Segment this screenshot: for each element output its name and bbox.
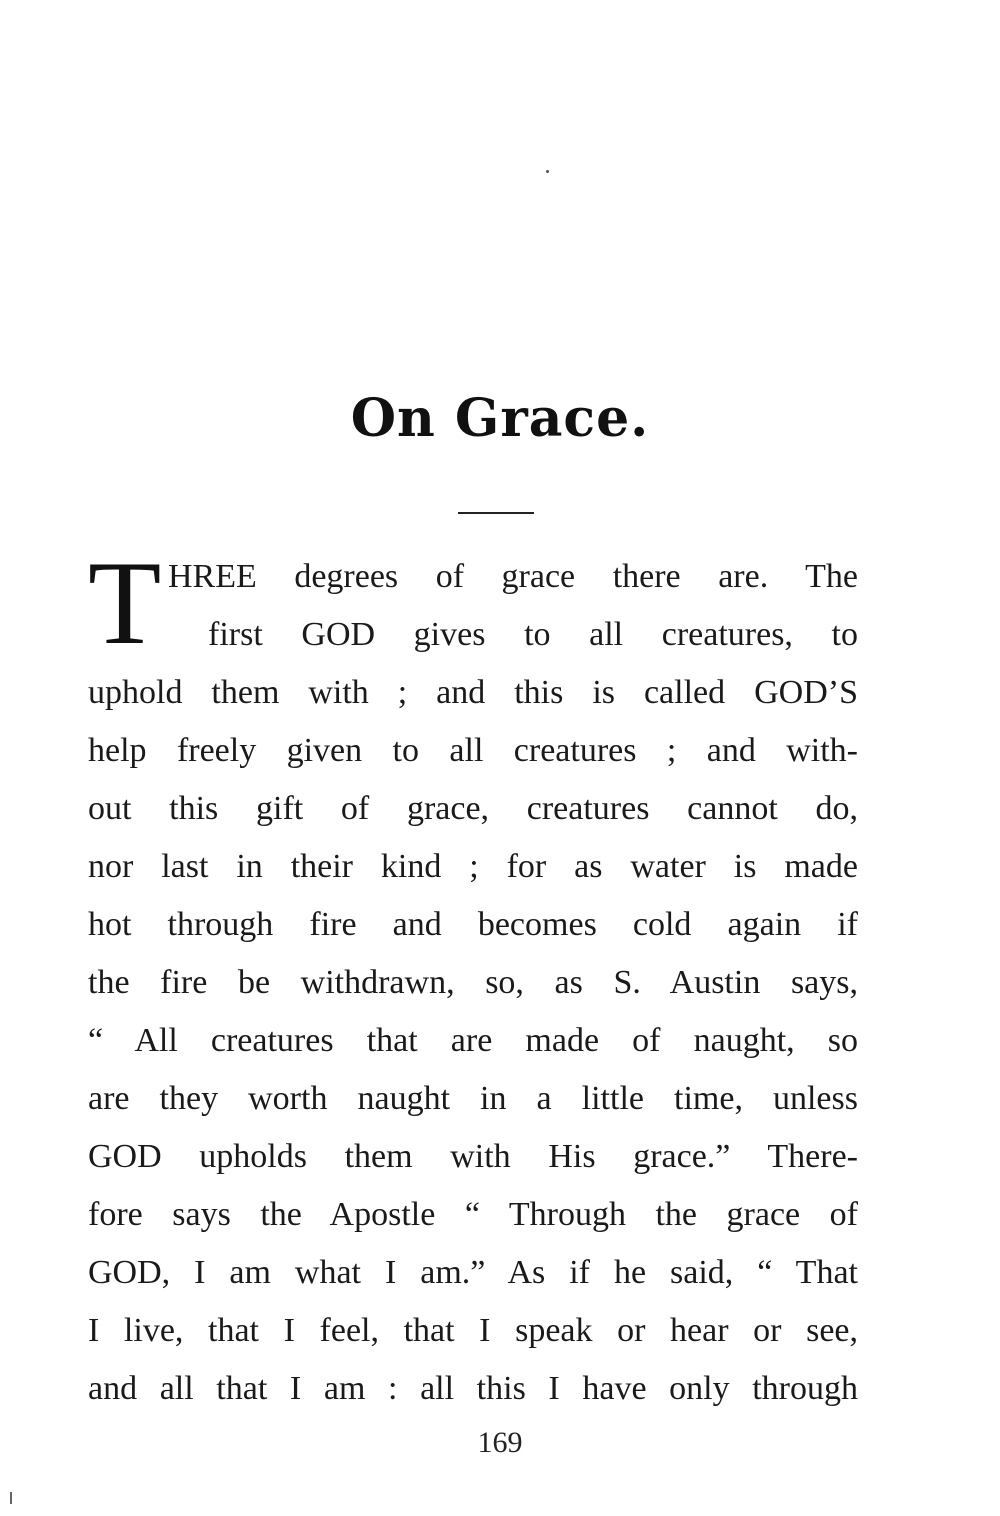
text-line: help freely given to all creatures ; and with- bbox=[88, 732, 858, 769]
text-line: “ All creatures that are made of naught, so bbox=[88, 1022, 858, 1059]
text-line: the fire be withdrawn, so, as S. Austin says, bbox=[88, 964, 858, 1001]
margin-mark bbox=[10, 1492, 12, 1504]
chapter-title: On Grace. bbox=[350, 388, 650, 449]
text-line: GOD upholds them with His grace.” There- bbox=[88, 1138, 858, 1175]
text-line: are they worth naught in a little time, unless bbox=[88, 1080, 858, 1117]
print-speck bbox=[546, 170, 549, 173]
text-line: hot through fire and becomes cold again if bbox=[88, 906, 858, 943]
text-line: uphold them with ; and this is called GOD’S bbox=[88, 674, 858, 711]
text-line: first GOD gives to all creatures, to bbox=[208, 616, 858, 653]
text-line: HREE degrees of grace there are. The bbox=[168, 558, 858, 595]
title-rule bbox=[458, 512, 534, 514]
text-line: nor last in their kind ; for as water is made bbox=[88, 848, 858, 885]
text-line: I live, that I feel, that I speak or hear or see, bbox=[88, 1312, 858, 1349]
text-line: fore says the Apostle “ Through the grace of bbox=[88, 1196, 858, 1233]
drop-cap: T bbox=[88, 536, 162, 669]
text-line: out this gift of grace, creatures cannot do, bbox=[88, 790, 858, 827]
body-text bbox=[88, 536, 858, 1418]
text-line: GOD, I am what I am.” As if he said, “ That bbox=[88, 1254, 858, 1291]
page-number: 169 bbox=[477, 1426, 523, 1459]
text-line: and all that I am : all this I have only through bbox=[88, 1370, 858, 1407]
